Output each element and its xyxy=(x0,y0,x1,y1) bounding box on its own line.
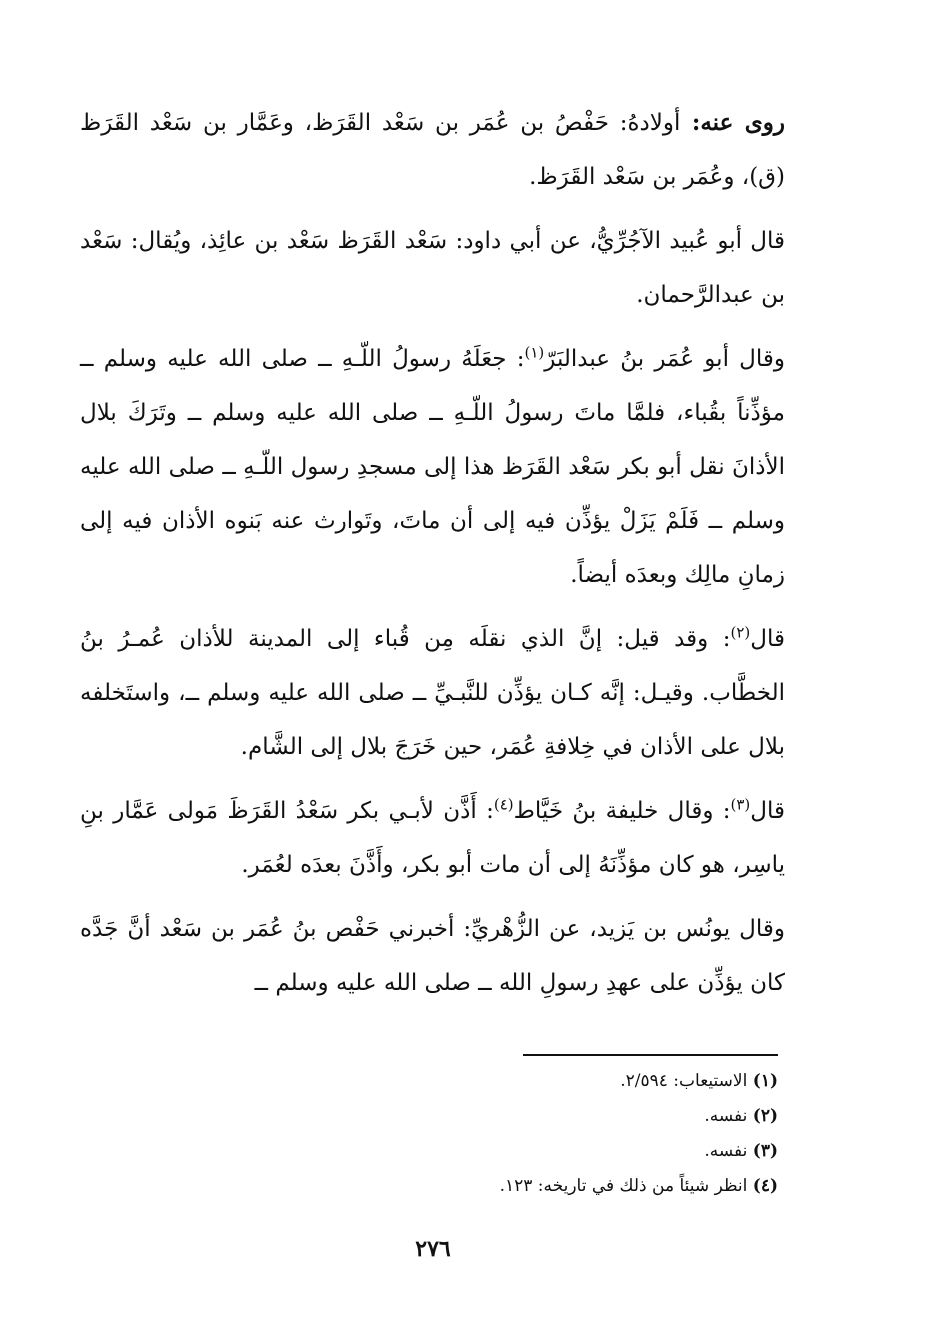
main-text xyxy=(80,96,785,1020)
paragraph-text: أولادهُ: حَفْصُ بن عُمَر بن سَعْد القَرَظ، وعَمَّار بن سَعْد القَرَظ (ق)، وعُمَر بن سَعْد القَرَظ. xyxy=(80,110,785,190)
footnote-marker-2: (٢) xyxy=(730,623,751,642)
page-number: ٢٧٦ xyxy=(415,1236,451,1262)
footnote-2 xyxy=(360,1099,778,1134)
footnote-marker-3: (٣) xyxy=(730,795,751,814)
footnote-number: (٢) xyxy=(752,1106,778,1126)
footnote-4 xyxy=(360,1169,778,1204)
paragraph-text-before: قال xyxy=(750,626,785,652)
paragraph-text: : وقد قيل: إنَّ الذي نقلَه مِن قُباء إلى المدينة للأذان عُمـرُ بنُ الخطَّاب. وقيـل: إنَّه كـان يؤذِّن للنَّبـيِّ ــ صلى الله عليه وسلم ــ، واستَخلفه بلال على الأذان في خِلافةِ عُمَر، حين خَرَجَ بلال إلى الشَّام. xyxy=(80,626,785,760)
paragraph-ibn-abd-al-barr xyxy=(80,332,785,602)
footnote-number: (١) xyxy=(752,1071,778,1091)
footnotes xyxy=(360,1064,778,1204)
paragraph-text-mid: : وقال خليفة بنُ خَيَّاط xyxy=(513,798,731,824)
paragraph-text: قال أبو عُبيد الآجُرِّيُّ، عن أبي داود: سَعْد القَرَظ سَعْد بن عائِذ، ويُقال: سَعْد بن عبدالرَّحمان. xyxy=(80,228,785,308)
footnote-text: انظر شيئاً من ذلك في تاريخه: ١٢٣. xyxy=(499,1176,748,1196)
paragraph-text-before: وقال أبو عُمَر بنُ عبدالبَرّ xyxy=(544,346,785,372)
footnote-text: نفسه. xyxy=(704,1141,748,1161)
paragraph-text: : جعَلَهُ رسولُ اللّـهِ ــ صلى الله عليه وسلم ــ مؤذِّناً بقُباء، فلمَّا ماتَ رسولُ اللّـهِ ــ صلى الله عليه وسلم ــ وتَرَكَ بلال الأذانَ نقل أبو بكر سَعْد القَرَظ هذا إلى مسجدِ رسول اللّـهِ ــ صلى الله عليه وسلم ــ فَلَمْ يَزَلْ يؤذِّن فيه إلى أن ماتَ، وتَوارث عنه بَنوه الأذان فيه إلى زمانِ مالِك وبعدَه أيضاً. xyxy=(80,346,785,588)
footnote-marker-1: (١) xyxy=(524,343,545,362)
footnote-number: (٣) xyxy=(752,1141,778,1161)
paragraph-quba xyxy=(80,612,785,774)
footnote-marker-4: (٤) xyxy=(493,795,514,814)
paragraph-ajurri xyxy=(80,214,785,322)
footnote-text: نفسه. xyxy=(704,1106,748,1126)
paragraph-text: وقال يونُس بن يَزيد، عن الزُّهْريِّ: أخبرني حَفْص بنُ عُمَر بن سَعْد أنَّ جَدَّه كان يؤذِّن على عهدِ رسولِ الله ــ صلى الله عليه وسلم ــ xyxy=(80,916,785,996)
paragraph-lead: روى عنه: xyxy=(680,109,785,136)
footnote-text: الاستيعاب: ٢/٥٩٤. xyxy=(620,1071,748,1091)
paragraph-text-before: قال xyxy=(750,798,785,824)
footnote-3 xyxy=(360,1134,778,1169)
paragraph-yunus xyxy=(80,902,785,1010)
footnote-number: (٤) xyxy=(752,1176,778,1196)
footnote-1 xyxy=(360,1064,778,1099)
paragraph-khalifa xyxy=(80,784,785,892)
paragraph-text: : أَذَّن لأبـي بكر سَعْدُ القَرَظَ مَولى عَمَّار بنِ ياسِر، هو كان مؤذِّنَهُ إلى أن مات أبو بكر، وأَذَّنَ بعدَه لعُمَر. xyxy=(80,798,785,878)
footnote-divider xyxy=(523,1054,778,1056)
paragraph-narrators xyxy=(80,96,785,204)
